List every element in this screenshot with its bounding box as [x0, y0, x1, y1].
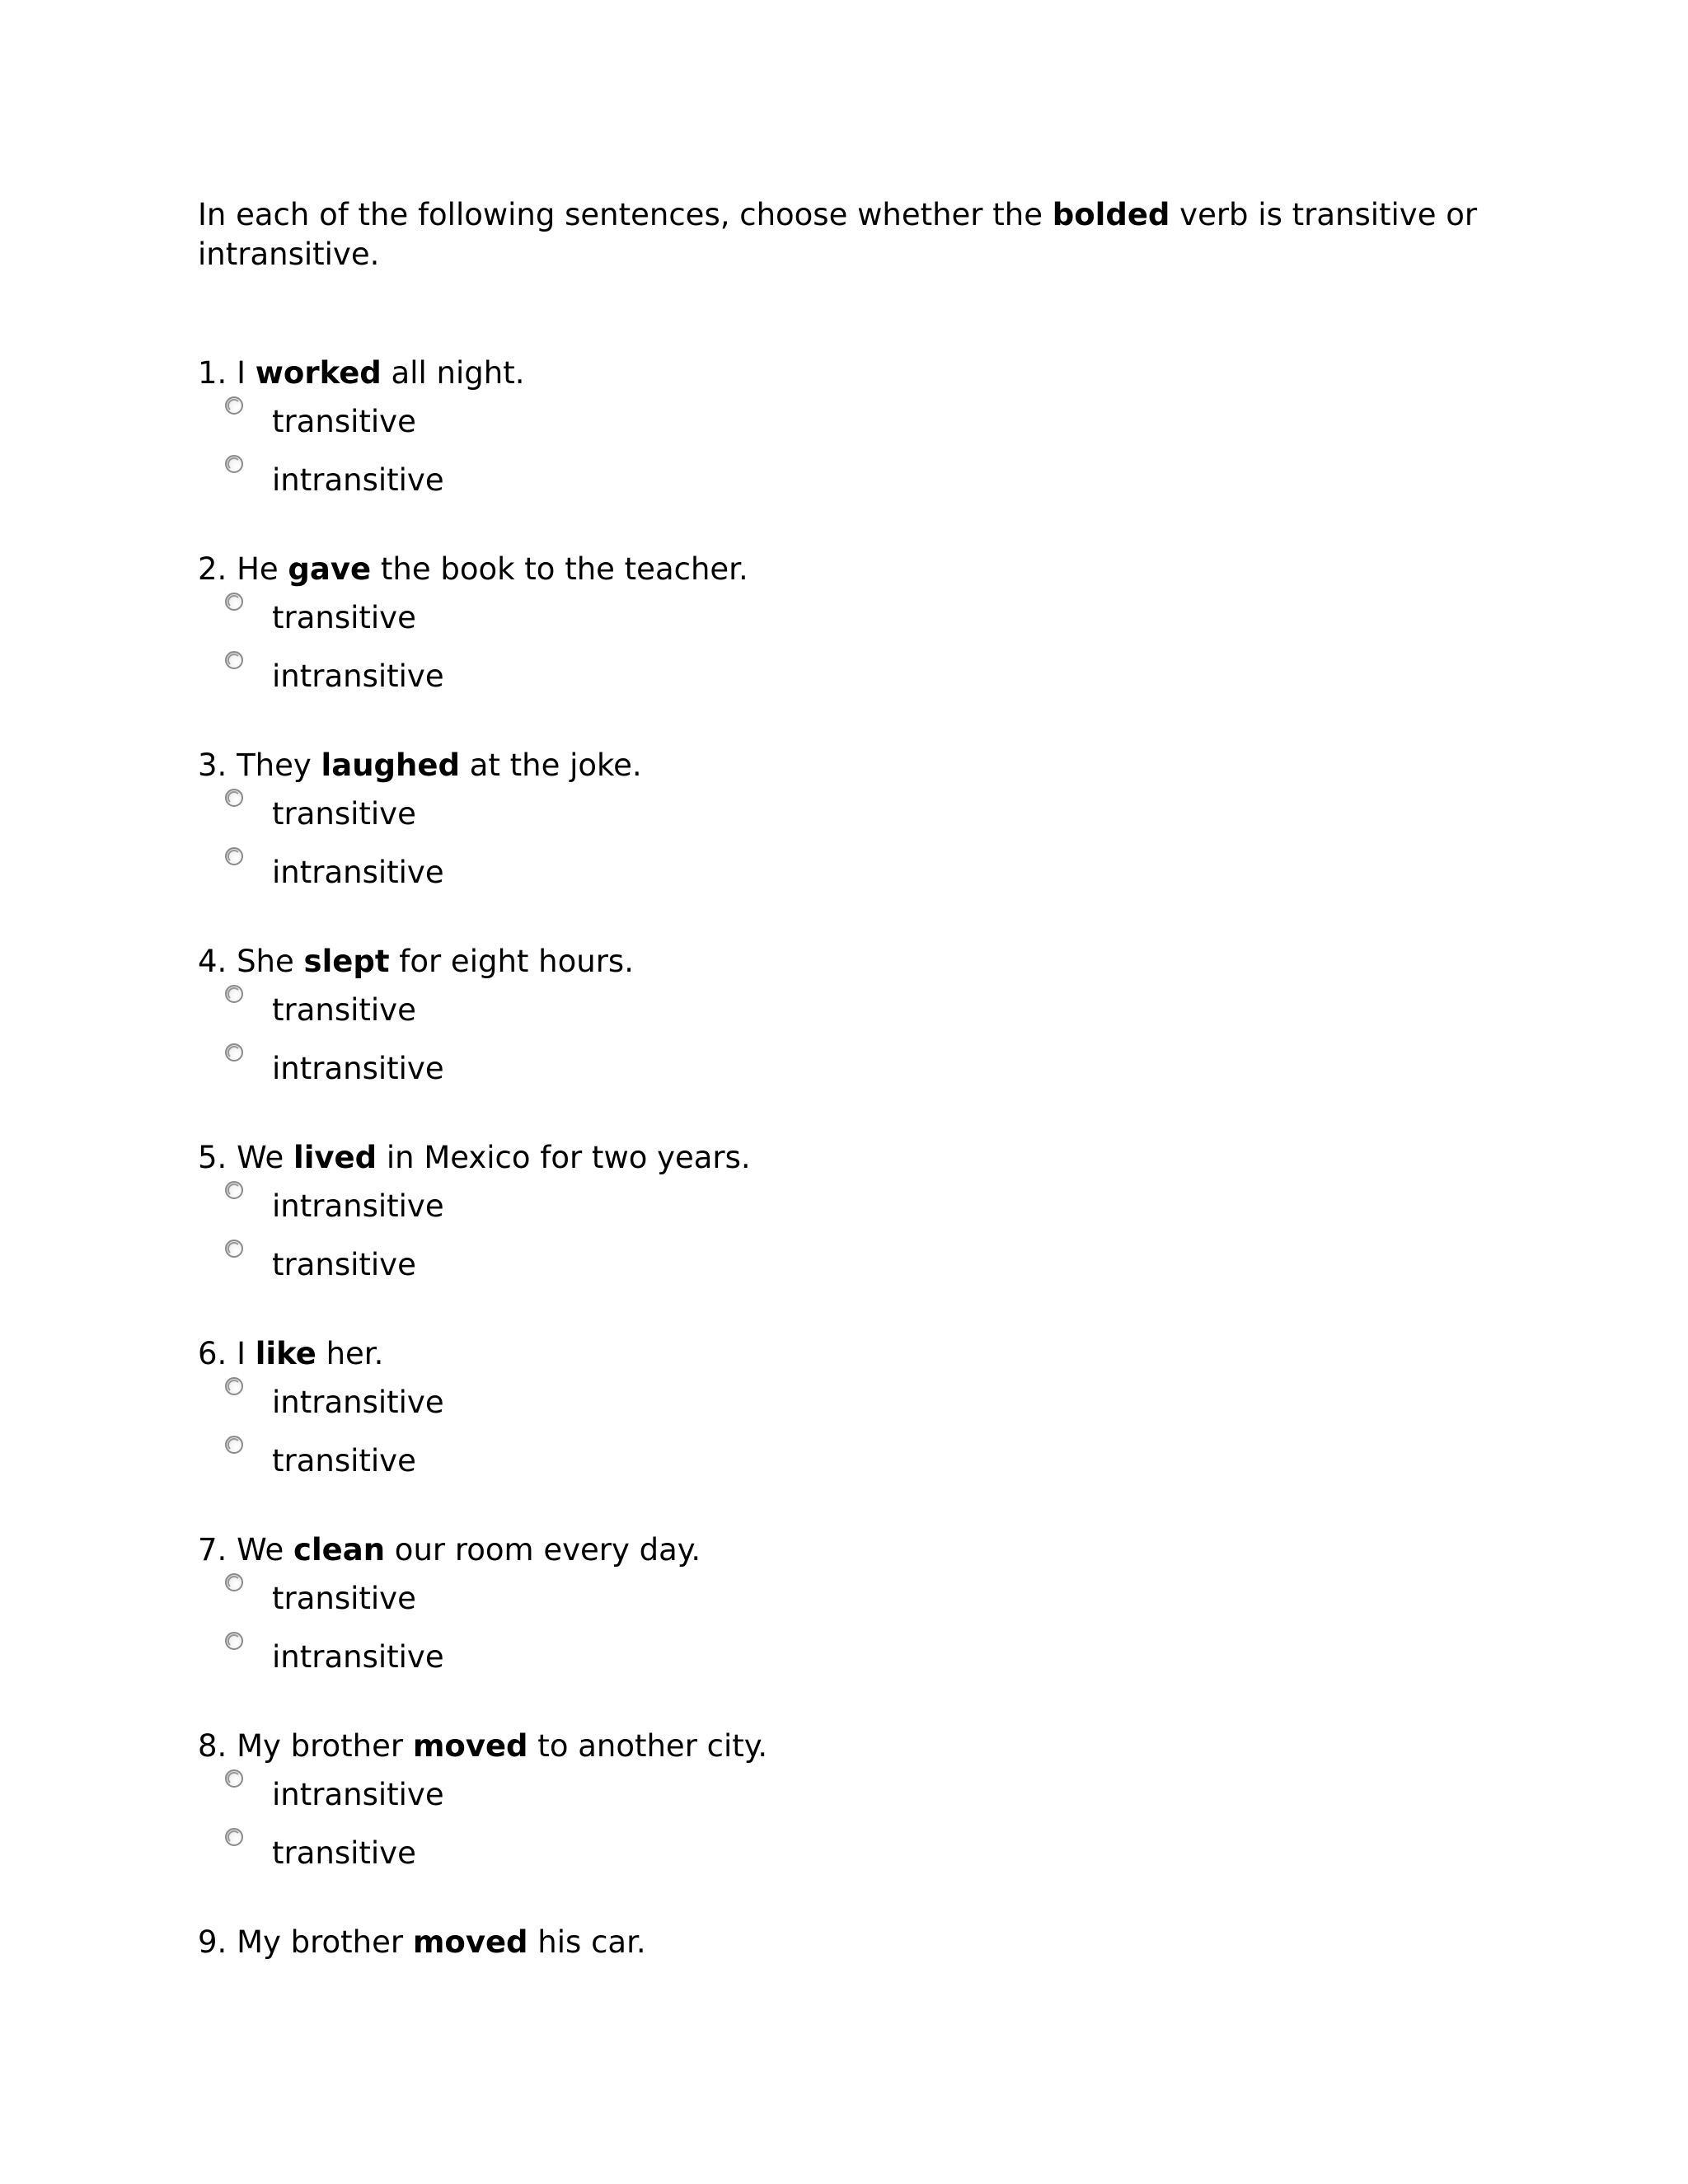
option-label[interactable]: intransitive: [272, 1188, 444, 1224]
instructions-bold-word: bolded: [1052, 197, 1170, 232]
radio-button[interactable]: [225, 1240, 243, 1258]
radio-button[interactable]: [225, 396, 243, 415]
instructions-text-end: verb is transitive or intransitive.: [198, 197, 1478, 272]
radio-button[interactable]: [225, 789, 243, 807]
question-prompt: [198, 746, 1484, 785]
radio-button[interactable]: [225, 593, 243, 611]
option-label[interactable]: transitive: [272, 404, 416, 439]
answer-option[interactable]: [198, 648, 1484, 706]
option-label[interactable]: intransitive: [272, 1051, 444, 1086]
answer-option[interactable]: [198, 589, 1484, 648]
prompt-text: I: [227, 355, 256, 391]
answer-option[interactable]: [198, 844, 1484, 902]
radio-button[interactable]: [225, 1632, 243, 1650]
answer-option[interactable]: [198, 1766, 1484, 1825]
prompt-text: We: [227, 1532, 294, 1568]
radio-button[interactable]: [225, 1828, 243, 1846]
instructions: [198, 195, 1484, 274]
radio-button[interactable]: [225, 455, 243, 473]
answer-option[interactable]: [198, 1178, 1484, 1236]
option-label[interactable]: intransitive: [272, 1777, 444, 1812]
bolded-verb: worked: [255, 355, 382, 391]
option-label[interactable]: intransitive: [272, 1639, 444, 1675]
radio-button[interactable]: [225, 651, 243, 669]
question-number: 4.: [198, 944, 227, 979]
option-label[interactable]: intransitive: [272, 462, 444, 498]
answer-option[interactable]: [198, 1236, 1484, 1295]
question-3: [198, 746, 1484, 902]
radio-button[interactable]: [225, 1436, 243, 1454]
option-label[interactable]: intransitive: [272, 1385, 444, 1420]
prompt-text: our room every day.: [385, 1532, 701, 1568]
question-5: [198, 1138, 1484, 1295]
bolded-verb: laughed: [321, 748, 460, 783]
question-number: 7.: [198, 1532, 227, 1568]
prompt-text: all night.: [381, 355, 525, 391]
prompt-text: to another city.: [528, 1728, 768, 1764]
question-prompt: [198, 354, 1484, 393]
prompt-text: her.: [316, 1336, 384, 1371]
prompt-text: We: [227, 1140, 294, 1175]
option-label[interactable]: transitive: [272, 796, 416, 832]
option-label[interactable]: intransitive: [272, 855, 444, 890]
question-prompt: [198, 1138, 1484, 1178]
prompt-text: My brother: [227, 1728, 413, 1764]
question-number: 8.: [198, 1728, 227, 1764]
answer-option[interactable]: [198, 1570, 1484, 1629]
bolded-verb: moved: [412, 1728, 528, 1764]
radio-button[interactable]: [225, 847, 243, 865]
option-label[interactable]: intransitive: [272, 658, 444, 694]
answer-option[interactable]: [198, 393, 1484, 452]
prompt-text: at the joke.: [459, 748, 642, 783]
radio-button[interactable]: [225, 1573, 243, 1591]
option-label[interactable]: transitive: [272, 600, 416, 635]
prompt-text: for eight hours.: [389, 944, 634, 979]
answer-option[interactable]: [198, 1629, 1484, 1687]
radio-button[interactable]: [225, 1377, 243, 1395]
question-prompt: [198, 1334, 1484, 1374]
prompt-text: My brother: [227, 1924, 413, 1960]
prompt-text: He: [227, 551, 288, 587]
question-prompt: [198, 1727, 1484, 1766]
prompt-text: They: [227, 748, 321, 783]
answer-option[interactable]: [198, 785, 1484, 844]
answer-option[interactable]: [198, 982, 1484, 1040]
question-prompt: [198, 1923, 1484, 1962]
option-label[interactable]: transitive: [272, 1247, 416, 1282]
question-1: [198, 354, 1484, 510]
option-label[interactable]: transitive: [272, 1581, 416, 1616]
option-label[interactable]: transitive: [272, 992, 416, 1028]
question-number: 5.: [198, 1140, 227, 1175]
answer-option[interactable]: [198, 1825, 1484, 1883]
question-number: 2.: [198, 551, 227, 587]
instructions-text: In each of the following sentences, choose whether the: [198, 197, 1053, 232]
prompt-text: in Mexico for two years.: [377, 1140, 751, 1175]
bolded-verb: clean: [293, 1532, 386, 1568]
bolded-verb: gave: [288, 551, 372, 587]
prompt-text: I: [227, 1336, 256, 1371]
question-prompt: [198, 942, 1484, 982]
question-9: [198, 1923, 1484, 1962]
bolded-verb: like: [255, 1336, 316, 1371]
bolded-verb: lived: [293, 1140, 377, 1175]
question-6: [198, 1334, 1484, 1491]
option-label[interactable]: transitive: [272, 1835, 416, 1871]
radio-button[interactable]: [225, 985, 243, 1003]
radio-button[interactable]: [225, 1769, 243, 1788]
radio-button[interactable]: [225, 1043, 243, 1062]
question-number: 6.: [198, 1336, 227, 1371]
question-2: [198, 550, 1484, 706]
prompt-text: She: [227, 944, 304, 979]
answer-option[interactable]: [198, 1374, 1484, 1432]
answer-option[interactable]: [198, 452, 1484, 510]
question-8: [198, 1727, 1484, 1883]
prompt-text: the book to the teacher.: [371, 551, 748, 587]
question-number: 9.: [198, 1924, 227, 1960]
prompt-text: his car.: [528, 1924, 646, 1960]
question-4: [198, 942, 1484, 1099]
bolded-verb: slept: [303, 944, 390, 979]
question-number: 3.: [198, 748, 227, 783]
answer-option[interactable]: [198, 1040, 1484, 1099]
question-prompt: [198, 550, 1484, 589]
question-number: 1.: [198, 355, 227, 391]
question-7: [198, 1530, 1484, 1687]
option-label[interactable]: transitive: [272, 1443, 416, 1479]
bolded-verb: moved: [412, 1924, 528, 1960]
question-prompt: [198, 1530, 1484, 1570]
answer-option[interactable]: [198, 1432, 1484, 1491]
radio-button[interactable]: [225, 1181, 243, 1199]
